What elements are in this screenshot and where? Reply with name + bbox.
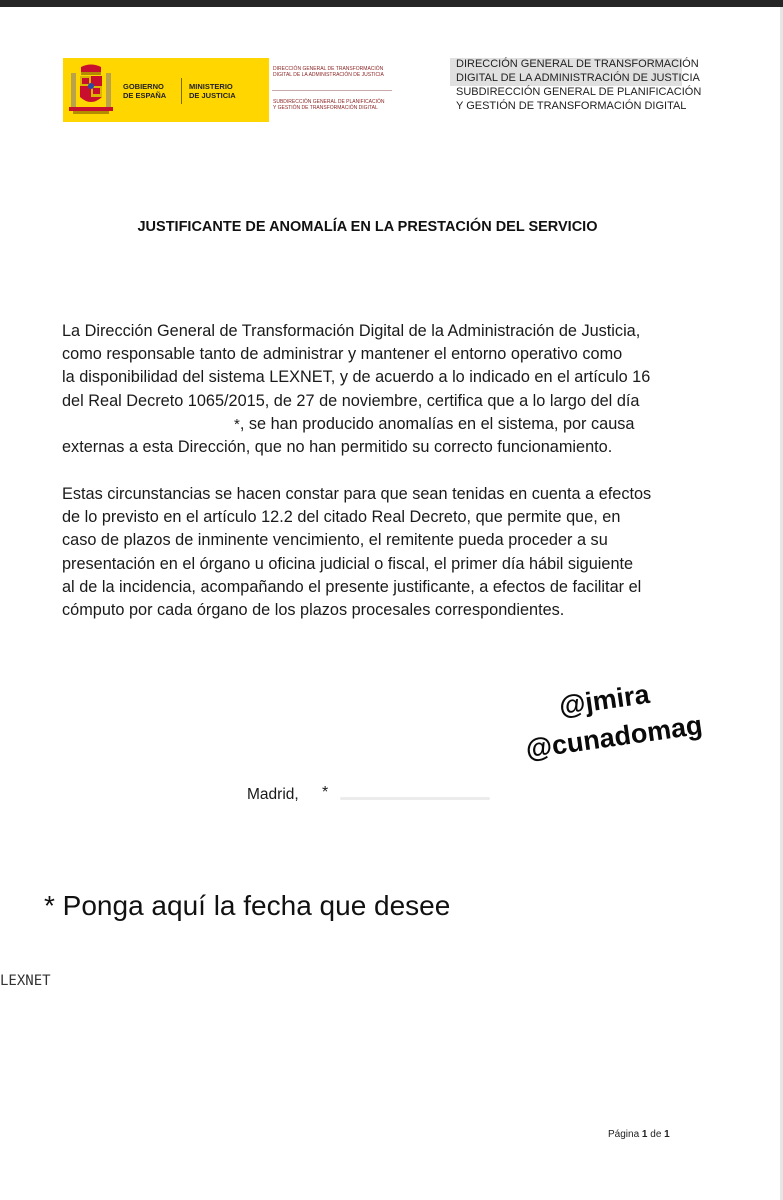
text-line: externas a esta Dirección, que no han permitido su correcto funcionamiento.	[62, 438, 613, 457]
text-line: Estas circunstancias se hacen constar para que sean tenidas en cuenta a efectos	[62, 485, 652, 503]
paragraph-2	[62, 483, 702, 622]
text-line: de lo previsto en el artículo 12.2 del citado Real Decreto, que permite que, en	[62, 508, 621, 527]
document-title: JUSTIFICANTE DE ANOMALÍA EN LA PRESTACIÓN DEL SERVICIO	[137, 219, 598, 235]
text-line: al de la incidencia, acompañando el presente justificante, a efectos de facilitar el	[62, 577, 642, 596]
paragraph-1	[62, 320, 702, 459]
text-line: caso de plazos de inminente vencimiento, el remitente pueda proceder a su	[62, 531, 608, 550]
page-of: de	[650, 1129, 662, 1140]
place-label: Madrid,	[247, 786, 299, 803]
date-instruction-note: * Ponga aquí la fecha que desee	[44, 890, 451, 921]
social-handles	[518, 668, 705, 768]
redacted-date-blank	[62, 419, 234, 429]
page-current: 1	[641, 1129, 648, 1140]
ministry-label: MINISTERIO DE JUSTICIA	[189, 82, 236, 100]
text-line-suffix: , se han producido anomalías en el sistema, por causa	[239, 414, 635, 433]
page-number	[608, 1129, 670, 1140]
text-line: La Dirección General de Transformación Digital de la Administración de Justicia,	[62, 322, 641, 340]
lexnet-label: LEXNET	[0, 973, 51, 989]
top-dark-bar	[0, 0, 783, 7]
handle-cunadomag: @cunadomag	[523, 709, 705, 765]
header-line: DIRECCIÓN GENERAL DE TRANSFORMACIÓN	[456, 58, 699, 70]
header-line: Y GESTIÓN DE TRANSFORMACIÓN DIGITAL	[456, 100, 687, 112]
logo-subdirection-text: SUBDIRECCIÓN GENERAL DE PLANIFICACIÓN Y GESTIÓN DE TRANSFORMACIÓN DIGITAL	[273, 99, 385, 111]
logo-divider	[272, 90, 392, 91]
logo-separator	[181, 78, 182, 104]
coat-of-arms-icon	[69, 63, 113, 117]
text-line: la disponibilidad del sistema LEXNET, y de acuerdo a lo indicado en el artículo 16	[62, 368, 651, 387]
text-line: como responsable tanto de administrar y mantener el entorno operativo como	[62, 345, 623, 364]
header-line: DIGITAL DE LA ADMINISTRACIÓN DE JUSTICIA	[456, 72, 700, 84]
government-logo-block	[63, 58, 269, 122]
header-line: SUBDIRECCIÓN GENERAL DE PLANIFICACIÓN	[456, 86, 702, 98]
date-asterisk-marker: *	[322, 784, 329, 801]
page-label: Página	[608, 1129, 640, 1140]
redacted-date-smudge	[340, 797, 490, 800]
text-line: del Real Decreto 1065/2015, de 27 de noviembre, certifica que a lo largo del día	[62, 391, 640, 410]
asterisk-marker: *	[234, 415, 240, 433]
government-label: GOBIERNO DE ESPAÑA	[123, 82, 167, 100]
text-line: presentación en el órgano u oficina judicial o fiscal, el primer día hábil siguiente	[62, 554, 634, 573]
header-right-text	[456, 57, 701, 113]
page-total: 1	[664, 1129, 670, 1140]
handle-jmira: @jmira	[557, 678, 652, 722]
text-line-with-blank	[62, 413, 702, 436]
logo-direction-text: DIRECCIÓN GENERAL DE TRANSFORMACIÓN DIGITAL DE LA ADMINISTRACIÓN DE JUSTICIA	[273, 66, 384, 78]
text-line: cómputo por cada órgano de los plazos procesales correspondientes.	[62, 601, 565, 620]
